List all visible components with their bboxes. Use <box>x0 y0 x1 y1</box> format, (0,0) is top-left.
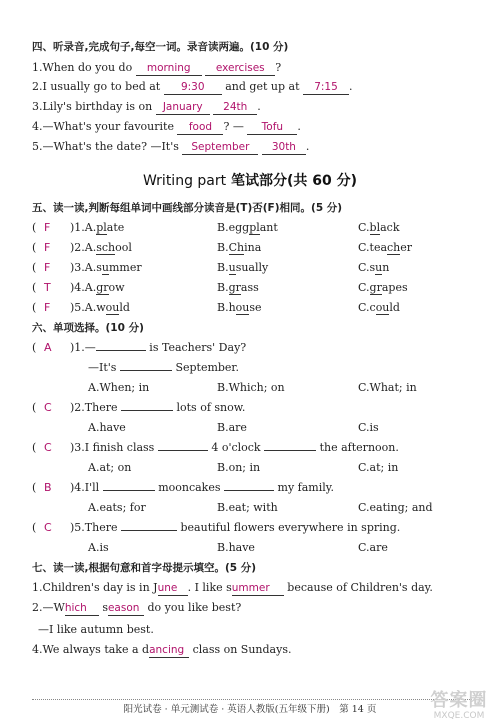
s4-q1-answer1: morning <box>146 62 191 74</box>
s4-q1: 1.When do you do morning exercises ? <box>32 61 282 74</box>
s5-row-4-option-a: )4.A.grow <box>70 281 125 294</box>
s5-row-5-option-a: )5.A.would <box>70 301 130 314</box>
s6-q5-paren: ( C <box>32 521 52 534</box>
s6-q4-option-a: A.eats; for <box>88 501 146 514</box>
s7-q1-answer1: une <box>157 582 178 594</box>
s4-q2-answer2: 7:15 <box>314 81 338 93</box>
s6-q5-answer: C <box>44 521 52 534</box>
s6-q5-option-a: A.is <box>88 541 109 554</box>
s4-q3-answer1: January <box>162 101 203 113</box>
s6-q4-option-b: B.eat; with <box>217 501 278 514</box>
s6-q1-line2: —It's September. <box>88 361 239 374</box>
s5-row-4-answer: T <box>44 281 51 294</box>
s4-q2-answer1: 9:30 <box>180 81 205 93</box>
s5-row-3-option-a: )3.A.summer <box>70 261 142 274</box>
s6-q1-option-b: B.Which; on <box>217 381 285 394</box>
s6-q5-option-b: B.have <box>217 541 255 554</box>
s5-row-3-option-b: B.usually <box>217 261 269 274</box>
s6-q4-stem: )4.I'll mooncakes my family. <box>70 481 335 494</box>
s6-q2-stem: )2.There lots of snow. <box>70 401 246 414</box>
s5-row-2-answer: F <box>44 241 51 254</box>
s6-q4-option-c: C.eating; and <box>358 501 433 514</box>
s5-row-5-option-c: C.could <box>358 301 400 314</box>
s6-q2-option-b: B.are <box>217 421 247 434</box>
s6-q3-paren: ( C <box>32 441 52 454</box>
s5-row-2-option-a: )2.A.school <box>70 241 132 254</box>
s4-q4-answer2: Tofu <box>261 121 284 133</box>
section5-header: 五、读一读,判断每组单词中画线部分读音是(T)否(F)相同。(5 分) <box>32 202 343 214</box>
s6-q1-answer: A <box>44 341 52 354</box>
s6-q3-option-c: C.at; in <box>358 461 399 474</box>
s6-q1-stem: )1.— is Teachers' Day? <box>70 341 247 354</box>
s7-q1-answer2: ummer <box>231 582 270 594</box>
s5-row-1-answer: F <box>44 221 51 234</box>
s4-q5-answer2: 30th <box>271 141 296 153</box>
s6-q2-option-c: C.is <box>358 421 379 434</box>
s7-q4: 4.We always take a dancing class on Sundays. <box>32 643 292 656</box>
s6-q2-answer: C <box>44 401 52 414</box>
s5-row-2-option-c: C.teacher <box>358 241 413 254</box>
s7-q2: 2.—Which season do you like best? <box>32 601 242 614</box>
s6-q2-option-a: A.have <box>88 421 126 434</box>
s4-q3: 3.Lily's birthday is on January 24th . <box>32 100 261 113</box>
s5-row-3-paren: ( F <box>32 261 51 274</box>
s6-q3-option-a: A.at; on <box>88 461 132 474</box>
s6-q3-answer: C <box>44 441 52 454</box>
s5-row-2-paren: ( F <box>32 241 51 254</box>
s5-row-5-option-b: B.house <box>217 301 262 314</box>
section6-header: 六、单项选择。(10 分) <box>32 322 144 334</box>
page-footer: 阳光试卷 · 单元测试卷 · 英语人教版(五年级下册) 第 14 页 <box>123 704 377 715</box>
s5-row-4-paren: ( T <box>32 281 51 294</box>
s5-row-1-paren: ( F <box>32 221 51 234</box>
s4-q1-answer2: exercises <box>215 62 265 74</box>
s7-q2-reply: —I like autumn best. <box>38 623 154 636</box>
s6-q1-option-c: C.What; in <box>358 381 417 394</box>
s7-q1: 1.Children's day is in June . I like summer because of Children's day. <box>32 581 433 594</box>
s6-q2-paren: ( C <box>32 401 52 414</box>
section4-header: 四、听录音,完成句子,每空一词。录音读两遍。(10 分) <box>32 41 289 53</box>
s4-q4-answer1: food <box>188 121 213 133</box>
s5-row-1-option-b: B.eggplant <box>217 221 278 234</box>
s5-row-2-option-b: B.China <box>217 241 262 254</box>
watermark-logo: 答案圈 MXQE.COM <box>430 690 488 721</box>
s5-row-1-option-a: )1.A.plate <box>70 221 125 234</box>
s4-q4: 4.—What's your favourite food ? — Tofu . <box>32 120 301 133</box>
s7-q2-answer1: hich <box>64 602 87 614</box>
s6-q3-option-b: B.on; in <box>217 461 261 474</box>
s6-q4-answer: B <box>44 481 52 494</box>
s5-row-5-answer: F <box>44 301 51 314</box>
s4-q3-answer2: 24th <box>223 101 248 113</box>
s4-q5-answer1: September <box>191 141 250 153</box>
s4-q2: 2.I usually go to bed at 9:30 and get up at 7:15 . <box>32 80 353 93</box>
s7-q4-answer1: ancing <box>149 644 185 656</box>
s5-row-4-option-b: B.grass <box>217 281 259 294</box>
s6-q5-option-c: C.are <box>358 541 388 554</box>
s6-q3-stem: )3.I finish class 4 o'clock the afternoon. <box>70 441 399 454</box>
s6-q5-stem: )5.There beautiful flowers everywhere in spring. <box>70 521 401 534</box>
s6-q4-paren: ( B <box>32 481 52 494</box>
s5-row-1-option-c: C.black <box>358 221 400 234</box>
s5-row-3-option-c: C.sun <box>358 261 390 274</box>
s4-q5: 5.—What's the date? —It's September 30th . <box>32 140 310 153</box>
s6-q1-paren: ( A <box>32 341 52 354</box>
s5-row-5-paren: ( F <box>32 301 51 314</box>
section7-header: 七、读一读,根据句意和首字母提示填空。(5 分) <box>32 562 257 574</box>
s6-q1-option-a: A.When; in <box>88 381 150 394</box>
footer-divider <box>32 699 472 700</box>
s5-row-3-answer: F <box>44 261 51 274</box>
s5-row-4-option-c: C.grapes <box>358 281 408 294</box>
s7-q2-answer2: eason <box>107 602 140 614</box>
writing-part-title: Writing part 笔试部分(共 60 分) <box>142 173 358 189</box>
